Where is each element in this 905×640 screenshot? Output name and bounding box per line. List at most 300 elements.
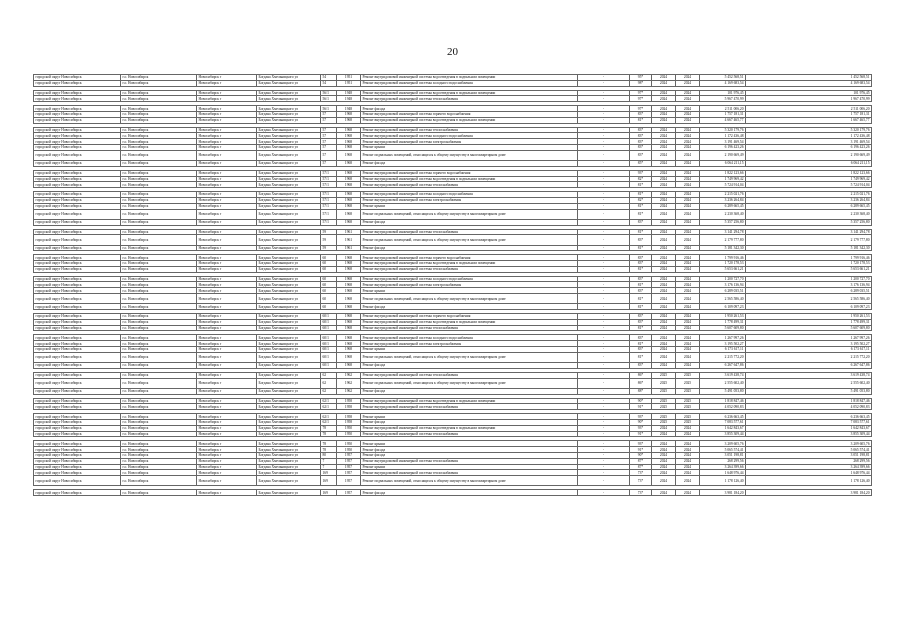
cell-street: Богдана Хмельницкого ул [257,176,321,182]
cell-work: Ремонт внутридомовой инженерной системы теплоснабжения [361,96,578,102]
cell-district: городской округ Новосибирск [34,276,121,282]
cell-area: 97* [630,96,652,102]
cell-settlement: Новосибирск г [197,325,257,331]
cell-house: 59 [321,235,337,245]
cell-work: Ремонт подвальных помещений, относящихся к общему имуществу в многоквартирном доме [361,235,578,245]
cell-city: г.о. Новосибирск [121,490,197,496]
table-body [34,75,872,496]
cell-total: 2 230 368,40 [746,209,872,219]
cell-street: Богдана Хмельницкого ул [257,470,321,476]
cell-y1: 2024 [652,133,676,139]
cell-area: 83* [630,363,652,369]
table-row [34,150,872,160]
cell-year: 1968 [337,325,361,331]
cell-total: 268 299,56 [746,458,872,464]
cell-area: 93* [630,441,652,447]
cell-district: городской округ Новосибирск [34,245,121,251]
cell-street: Богдана Хмельницкого ул [257,464,321,470]
cell-house: 60/1 [321,335,337,341]
cell-work: Ремонт внутридомовой инженерной системы теплоснабжения [361,404,578,410]
cell-city: г.о. Новосибирск [121,261,197,267]
table-row [34,490,872,496]
cell-dash: - [578,378,630,388]
cell-dash: - [578,144,630,150]
cell-house: 57 [321,139,337,145]
cell-house: 60 [321,288,337,294]
cell-city: г.о. Новосибирск [121,314,197,320]
cell-year: 1968 [337,341,361,347]
cell-year: 1948 [337,106,361,112]
cell-house: 62 [321,388,337,394]
cell-total: 3 855 309,44 [746,431,872,437]
cell-work: Ремонт внутридомовой инженерной системы электроснабжения [361,341,578,347]
cell-settlement: Новосибирск г [197,144,257,150]
cell-cost: 6 236 663,45 [700,414,746,420]
cell-y1: 2024 [652,452,676,458]
cell-y1: 2024 [652,266,676,272]
cell-y2: 2024 [676,341,700,347]
cell-cost: 1 799 916,46 [700,255,746,261]
cell-year: 1958 [337,414,361,420]
cell-work: Ремонт крыши [361,144,578,150]
cell-cost: 5 320 179,76 [700,127,746,133]
cell-cost: 6 267 647,86 [700,363,746,369]
cell-year: 1968 [337,209,361,219]
cell-total: 1 799 916,46 [746,255,872,261]
cell-district: городской округ Новосибирск [34,304,121,310]
cell-cost: 1 178 126,40 [700,476,746,486]
cell-district: городской округ Новосибирск [34,476,121,486]
cell-district: городской округ Новосибирск [34,314,121,320]
cell-cost: 3 209 605,76 [700,441,746,447]
cell-year: 1968 [337,170,361,176]
cell-work: Ремонт крыши [361,203,578,209]
cell-street: Богдана Хмельницкого ул [257,398,321,404]
cell-settlement: Новосибирск г [197,314,257,320]
cell-city: г.о. Новосибирск [121,458,197,464]
cell-total: 6 267 647,86 [746,363,872,369]
cell-y1: 2024 [652,176,676,182]
cell-district: городской округ Новосибирск [34,335,121,341]
cell-city: г.о. Новосибирск [121,425,197,431]
cell-city: г.о. Новосибирск [121,341,197,347]
cell-total: 6 109 097,23 [746,304,872,310]
cell-y1: 2024 [652,209,676,219]
cell-house: 57 [321,144,337,150]
cell-cost: 1 950 261,53 [700,314,746,320]
cell-total: 3 051 198,81 [746,452,872,458]
cell-area: 91* [630,447,652,453]
cell-street: Богдана Хмельницкого ул [257,347,321,353]
cell-cost: 5 065 574,41 [700,447,746,453]
cell-dash: - [578,319,630,325]
cell-house: 62 [321,372,337,378]
cell-dash: - [578,490,630,496]
cell-total: 5 065 574,41 [746,447,872,453]
cell-street: Богдана Хмельницкого ул [257,106,321,112]
cell-area: 81* [630,117,652,123]
cell-cost: 3 619 438,74 [700,372,746,378]
cell-settlement: Новосибирск г [197,182,257,188]
cell-total: 6 064 211,15 [746,160,872,166]
cell-settlement: Новосибирск г [197,276,257,282]
cell-work: Ремонт фасада [361,447,578,453]
cell-cost: 2 215 021,76 [700,192,746,198]
cell-district: городской округ Новосибирск [34,144,121,150]
cell-y2: 2024 [676,127,700,133]
cell-settlement: Новосибирск г [197,294,257,304]
cell-y1: 2024 [652,335,676,341]
cell-settlement: Новосибирск г [197,176,257,182]
cell-city: г.о. Новосибирск [121,388,197,394]
cell-year: 1968 [337,314,361,320]
cell-total: 5 653 661,21 [746,266,872,272]
cell-house: 57 [321,133,337,139]
cell-street: Богдана Хмельницкого ул [257,378,321,388]
cell-total: 1 950 261,53 [746,314,872,320]
cell-street: Богдана Хмельницкого ул [257,420,321,426]
cell-year: 1950 [337,425,361,431]
cell-house: 57/1 [321,209,337,219]
cell-district: городской округ Новосибирск [34,404,121,410]
cell-total: 1 749 969,42 [746,176,872,182]
cell-district: городской округ Новосибирск [34,96,121,102]
cell-y1: 2024 [652,352,676,362]
cell-area: 83* [630,255,652,261]
cell-street: Богдана Хмельницкого ул [257,245,321,251]
cell-dash: - [578,80,630,86]
cell-dash: - [578,117,630,123]
cell-house: 57 [321,117,337,123]
cell-total: 1 172 436,48 [746,133,872,139]
cell-district: городской округ Новосибирск [34,127,121,133]
cell-cost: 1 778 499,31 [700,319,746,325]
cell-street: Богдана Хмельницкого ул [257,229,321,235]
cell-settlement: Новосибирск г [197,304,257,310]
cell-year: 1958 [337,420,361,426]
cell-year: 1951 [337,80,361,86]
cell-work: Ремонт внутридомовой инженерной системы горячего водоснабжения [361,314,578,320]
cell-year: 1968 [337,266,361,272]
cell-total: 3 236 264,84 [746,197,872,203]
cell-dash: - [578,441,630,447]
cell-work: Ремонт фасада [361,490,578,496]
cell-city: г.о. Новосибирск [121,452,197,458]
cell-street: Богдана Хмельницкого ул [257,197,321,203]
cell-y1: 2024 [652,229,676,235]
cell-year: 1968 [337,276,361,282]
cell-area: 91* [630,431,652,437]
cell-street: Богдана Хмельницкого ул [257,182,321,188]
cell-year: 1957 [337,490,361,496]
cell-settlement: Новосибирск г [197,282,257,288]
cell-area: 86* [630,378,652,388]
cell-area: 83* [630,127,652,133]
cell-y1: 2024 [652,425,676,431]
cell-y2: 2024 [676,245,700,251]
cell-work: Ремонт внутридомовой инженерной системы электроснабжения [361,282,578,288]
cell-year: 1968 [337,192,361,198]
cell-settlement: Новосибирск г [197,90,257,96]
cell-year: 1968 [337,335,361,341]
cell-year: 1957 [337,458,361,464]
cell-year: 1968 [337,319,361,325]
cell-city: г.о. Новосибирск [121,372,197,378]
cell-year: 1961 [337,245,361,251]
cell-district: городской округ Новосибирск [34,229,121,235]
cell-house: 57/1 [321,219,337,225]
cell-work: Ремонт фасада [361,219,578,225]
cell-city: г.о. Новосибирск [121,209,197,219]
cell-street: Богдана Хмельницкого ул [257,203,321,209]
cell-year: 1968 [337,304,361,310]
cell-city: г.о. Новосибирск [121,75,197,81]
cell-city: г.о. Новосибирск [121,420,197,426]
cell-street: Богдана Хмельницкого ул [257,75,321,81]
cell-dash: - [578,106,630,112]
cell-work: Ремонт внутридомовой инженерной системы электроснабжения [361,197,578,203]
cell-district: городской округ Новосибирск [34,133,121,139]
cell-area: 93* [630,425,652,431]
cell-area: 83* [630,111,652,117]
cell-city: г.о. Новосибирск [121,192,197,198]
cell-work: Ремонт крыши [361,288,578,294]
cell-street: Богдана Хмельницкого ул [257,276,321,282]
cell-house: 60 [321,255,337,261]
cell-settlement: Новосибирск г [197,458,257,464]
cell-city: г.о. Новосибирск [121,245,197,251]
cell-district: городской округ Новосибирск [34,452,121,458]
cell-y1: 2025 [652,414,676,420]
cell-area: 83* [630,235,652,245]
cell-city: г.о. Новосибирск [121,347,197,353]
cell-street: Богдана Хмельницкого ул [257,111,321,117]
cell-area: 73* [630,490,652,496]
cell-dash: - [578,431,630,437]
cell-settlement: Новосибирск г [197,404,257,410]
cell-city: г.о. Новосибирск [121,294,197,304]
cell-city: г.о. Новосибирск [121,197,197,203]
cell-y2: 2024 [676,219,700,225]
cell-y2: 2024 [676,458,700,464]
cell-work: Ремонт внутридомовой инженерной системы теплоснабжения [361,229,578,235]
cell-area: 90* [630,420,652,426]
cell-work: Ремонт внутридомовой инженерной системы холодного водоснабжения [361,133,578,139]
cell-dash: - [578,294,630,304]
cell-city: г.о. Новосибирск [121,352,197,362]
cell-y1: 2024 [652,458,676,464]
cell-district: городской округ Новосибирск [34,170,121,176]
cell-work: Ремонт внутридомовой инженерной системы водоотведения в подвальном помещении [361,261,578,267]
cell-y1: 2024 [652,341,676,347]
cell-city: г.о. Новосибирск [121,111,197,117]
cell-cost: 2 215 772,20 [700,352,746,362]
cell-settlement: Новосибирск г [197,420,257,426]
cell-total: 6 289 665,45 [746,203,872,209]
cell-total: 5 491 053,80 [746,388,872,394]
cell-house: 62/1 [321,414,337,420]
cell-area: 82* [630,197,652,203]
cell-dash: - [578,111,630,117]
cell-dash: - [578,414,630,420]
cell-y2: 2025 [676,414,700,420]
cell-cost: 5 181 342,30 [700,245,746,251]
cell-area: 81* [630,341,652,347]
cell-year: 1968 [337,160,361,166]
cell-street: Богдана Хмельницкого ул [257,458,321,464]
cell-area: 90* [630,398,652,404]
cell-y1: 2024 [652,90,676,96]
cell-district: городской округ Новосибирск [34,255,121,261]
cell-y1: 2024 [652,245,676,251]
cell-year: 1968 [337,363,361,369]
cell-house: 57/1 [321,182,337,188]
cell-y1: 2024 [652,192,676,198]
cell-house: 62/1 [321,398,337,404]
cell-y1: 2024 [652,314,676,320]
cell-y2: 2025 [676,388,700,394]
cell-settlement: Новосибирск г [197,490,257,496]
cell-cost: 6 064 211,15 [700,160,746,166]
cell-house: 60/1 [321,314,337,320]
cell-district: городской округ Новосибирск [34,160,121,166]
cell-year: 1958 [337,404,361,410]
cell-year: 1968 [337,261,361,267]
cell-year: 1958 [337,398,361,404]
cell-city: г.о. Новосибирск [121,431,197,437]
cell-y1: 2024 [652,447,676,453]
cell-house: 57/1 [321,197,337,203]
cell-dash: - [578,197,630,203]
cell-year: 1950 [337,431,361,437]
cell-house: 57/1 [321,203,337,209]
cell-house: 60 [321,276,337,282]
cell-cost: 2 511 006,20 [700,106,746,112]
cell-y1: 2024 [652,182,676,188]
cell-y1: 2024 [652,197,676,203]
cell-dash: - [578,352,630,362]
cell-area: 83* [630,314,652,320]
cell-city: г.о. Новосибирск [121,170,197,176]
cell-house: 59 [321,245,337,251]
cell-total: 1 178 126,40 [746,476,872,486]
cell-area: 83* [630,133,652,139]
cell-work: Ремонт внутридомовой инженерной системы холодного водоснабжения [361,335,578,341]
cell-area: 86* [630,372,652,378]
cell-y1: 2024 [652,106,676,112]
cell-street: Богдана Хмельницкого ул [257,150,321,160]
cell-settlement: Новосибирск г [197,203,257,209]
cell-city: г.о. Новосибирск [121,476,197,486]
cell-area: 85* [630,160,652,166]
cell-dash: - [578,314,630,320]
cell-district: городской округ Новосибирск [34,425,121,431]
cell-y2: 2025 [676,404,700,410]
cell-house: 60 [321,266,337,272]
cell-work: Ремонт внутридомовой инженерной системы теплоснабжения [361,266,578,272]
cell-y2: 2025 [676,398,700,404]
cell-dash: - [578,96,630,102]
cell-street: Богдана Хмельницкого ул [257,266,321,272]
cell-street: Богдана Хмельницкого ул [257,192,321,198]
cell-city: г.о. Новосибирск [121,447,197,453]
cell-street: Богдана Хмельницкого ул [257,314,321,320]
cell-area: 73* [630,470,652,476]
cell-cost: 5 653 661,21 [700,266,746,272]
cell-y1: 2025 [652,388,676,394]
cell-year: 1968 [337,347,361,353]
cell-dash: - [578,261,630,267]
cell-area: 81* [630,294,652,304]
cell-cost: 1 172 436,48 [700,133,746,139]
cell-dash: - [578,276,630,282]
cell-y1: 2024 [652,255,676,261]
cell-street: Богдана Хмельницкого ул [257,372,321,378]
cell-dash: - [578,404,630,410]
cell-settlement: Новосибирск г [197,197,257,203]
cell-settlement: Новосибирск г [197,261,257,267]
cell-area: 82* [630,176,652,182]
cell-city: г.о. Новосибирск [121,176,197,182]
cell-street: Богдана Хмельницкого ул [257,363,321,369]
cell-district: городской округ Новосибирск [34,235,121,245]
cell-area: 93* [630,414,652,420]
cell-settlement: Новосибирск г [197,464,257,470]
cell-district: городской округ Новосибирск [34,388,121,394]
cell-y2: 2024 [676,425,700,431]
cell-cost: 1 648 976,44 [700,470,746,476]
cell-area: 81* [630,325,652,331]
cell-street: Богдана Хмельницкого ул [257,139,321,145]
cell-work: Ремонт внутридомовой инженерной системы горячего водоснабжения [361,255,578,261]
cell-y1: 2024 [652,464,676,470]
cell-y2: 2024 [676,490,700,496]
cell-work: Ремонт подвальных помещений, относящихся к общему имуществу в многоквартирном доме [361,352,578,362]
cell-cost: 2 179 777,80 [700,235,746,245]
cell-dash: - [578,176,630,182]
page-number: 20 [447,46,458,58]
cell-year: 1951 [337,75,361,81]
cell-y2: 2024 [676,144,700,150]
cell-district: городской округ Новосибирск [34,139,121,145]
cell-y1: 2025 [652,372,676,378]
cell-cost: 101 976,45 [700,90,746,96]
cell-district: городской округ Новосибирск [34,219,121,225]
cell-dash: - [578,90,630,96]
cell-district: городской округ Новосибирск [34,80,121,86]
cell-area: 81* [630,229,652,235]
cell-area: 93* [630,170,652,176]
cell-cost: 1 818 847,46 [700,398,746,404]
cell-year: 1961 [337,229,361,235]
cell-house: 60/1 [321,325,337,331]
cell-cost: 1 720 178,53 [700,261,746,267]
cell-y2: 2025 [676,378,700,388]
cell-house: 57 [321,150,337,160]
cell-y1: 2024 [652,441,676,447]
cell-area: 81* [630,282,652,288]
cell-district: городской округ Новосибирск [34,288,121,294]
cell-street: Богдана Хмельницкого ул [257,209,321,219]
cell-area: 73* [630,476,652,486]
cell-year: 1968 [337,288,361,294]
cell-dash: - [578,420,630,426]
cell-house: 78 [321,425,337,431]
cell-year: 1968 [337,133,361,139]
cell-city: г.о. Новосибирск [121,90,197,96]
cell-work: Ремонт фасада [361,388,578,394]
cell-year: 1957 [337,470,361,476]
